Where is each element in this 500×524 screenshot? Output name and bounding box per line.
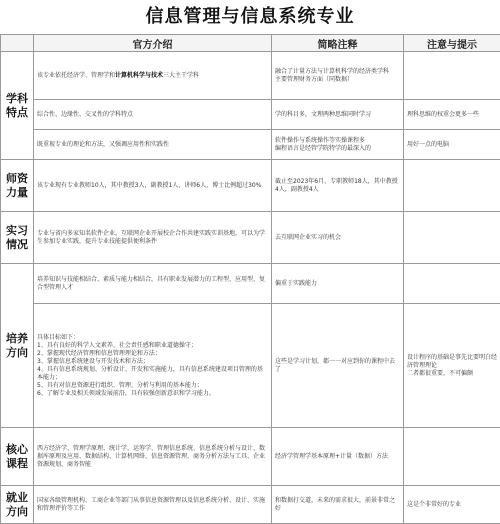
major-info-table [0,34,500,524]
tip-cell [404,52,500,100]
official-cell: 该专业现有专业教师10人，其中教授3人，副教授1人，讲师6人，博士比例超过30% [34,160,272,212]
tip-cell: 这是个非常好的专业 [404,486,500,524]
page-title: 信息管理与信息系统专业 [145,6,355,27]
table-row [1,304,500,428]
header-official: 官方介绍 [34,35,272,52]
tip-cell [404,264,500,304]
official-cell: 专业与省内多家知名软件企业，互联网企业开展校企合作共建实践实训基地，可以为学生参加专业实践，提升专业技能提供便利条件 [34,212,272,264]
official-cell: 培养知识与技能相结合、素质与能力相结合，具有职业发展潜力的工程型、应用型、复合型管理人才 [34,264,272,304]
table-row [1,486,500,524]
note-cell: 软件操作与系统操作等实操课程多 编程语言是经管学院特学的最深入的 [272,130,404,160]
tip-cell [404,160,500,212]
note-cell: 去互联网企业实习的机会 [272,212,404,264]
tip-cell [404,428,500,486]
note-cell: 这些是学习计划，都一一对应到你的课程中去了 [272,304,404,428]
header-tip: 注意与提示 [404,35,500,52]
tip-cell: 设计程序的基础是事先比要明白经济管理理论 二者都很重要，不可偏颇 [404,304,500,428]
category-faculty: 师资力量 [1,160,34,212]
table-header-row [1,35,500,52]
official-cell: 既重视专业的理论和方法，又强调应用性和实践性 [34,130,272,160]
table-row [1,100,500,130]
header-note: 简略注释 [272,35,404,52]
table-row [1,130,500,160]
note-cell: 融合了计量方法与计算机科学的经济类学科 主要管理财务方面（同数据） [272,52,404,100]
category-courses: 核心课程 [1,428,34,486]
table-row [1,52,500,100]
category-practice: 实习情况 [1,212,34,264]
tip-cell: 理科思维的权重会更多一些 [404,100,500,130]
official-cell: 具体目标如下： 1、具有良好的科学人文素养、社会责任感和职业道德操守； 2、掌握现代经济管理和信息管理理论和方法； 3、掌握信息系统建设与开发技术和方法； 4、具有信息系统规划、分析设计、开发和实施能力，具有信息系统建设项目管理的基本能力； 5、具有对信息资源进行组织、管理、分析与利用的基本能力； 6、了解专业及相关领域发展前沿，具有较强创新意识和学习能力。 [34,304,272,428]
tip-cell: 用好一点的电脑 [404,130,500,160]
table-row [1,428,500,486]
header-blank [1,35,34,52]
category-employment: 就业方向 [1,486,34,524]
table-row [1,212,500,264]
highlight-text: 计算机科学与技术 [115,71,164,79]
table-row [1,160,500,212]
category-features: 学科特点 [1,52,34,160]
tip-cell [404,212,500,264]
table-row [1,264,500,304]
official-cell: 该专业依托经济学、管理学和计算机科学与技术三大主干学科 [34,52,272,100]
note-cell: 学的科目多，文理两种思维同时学习 [272,100,404,130]
official-cell: 综合性、边缘性、交叉性的学科特点 [34,100,272,130]
category-training: 培养方向 [1,264,34,428]
official-cell: 西方经济学、管理学原理、统计学、运筹学、管理信息系统、信息系统分析与设计、数据库原理及应用、数据结构、计算机网络、信息资源管理、商务分析方法与工具、企业资源规划、商务智能 [34,428,272,486]
note-cell: 偏重于实践能力 [272,264,404,304]
note-cell: 和数据打交道，未来的需求很大，前景非常之好 [272,486,404,524]
note-cell: 经济学管理学基本原理+计量（数据）方法 [272,428,404,486]
note-cell: 截止至2023年6月，专职教师18人，其中教授4人，副教授4人 [272,160,404,212]
official-cell: 国家各级管理机构、工商企业等部门从事信息资源管理以及信息系统分析、设计、实施和管理评价等工作 [34,486,272,524]
